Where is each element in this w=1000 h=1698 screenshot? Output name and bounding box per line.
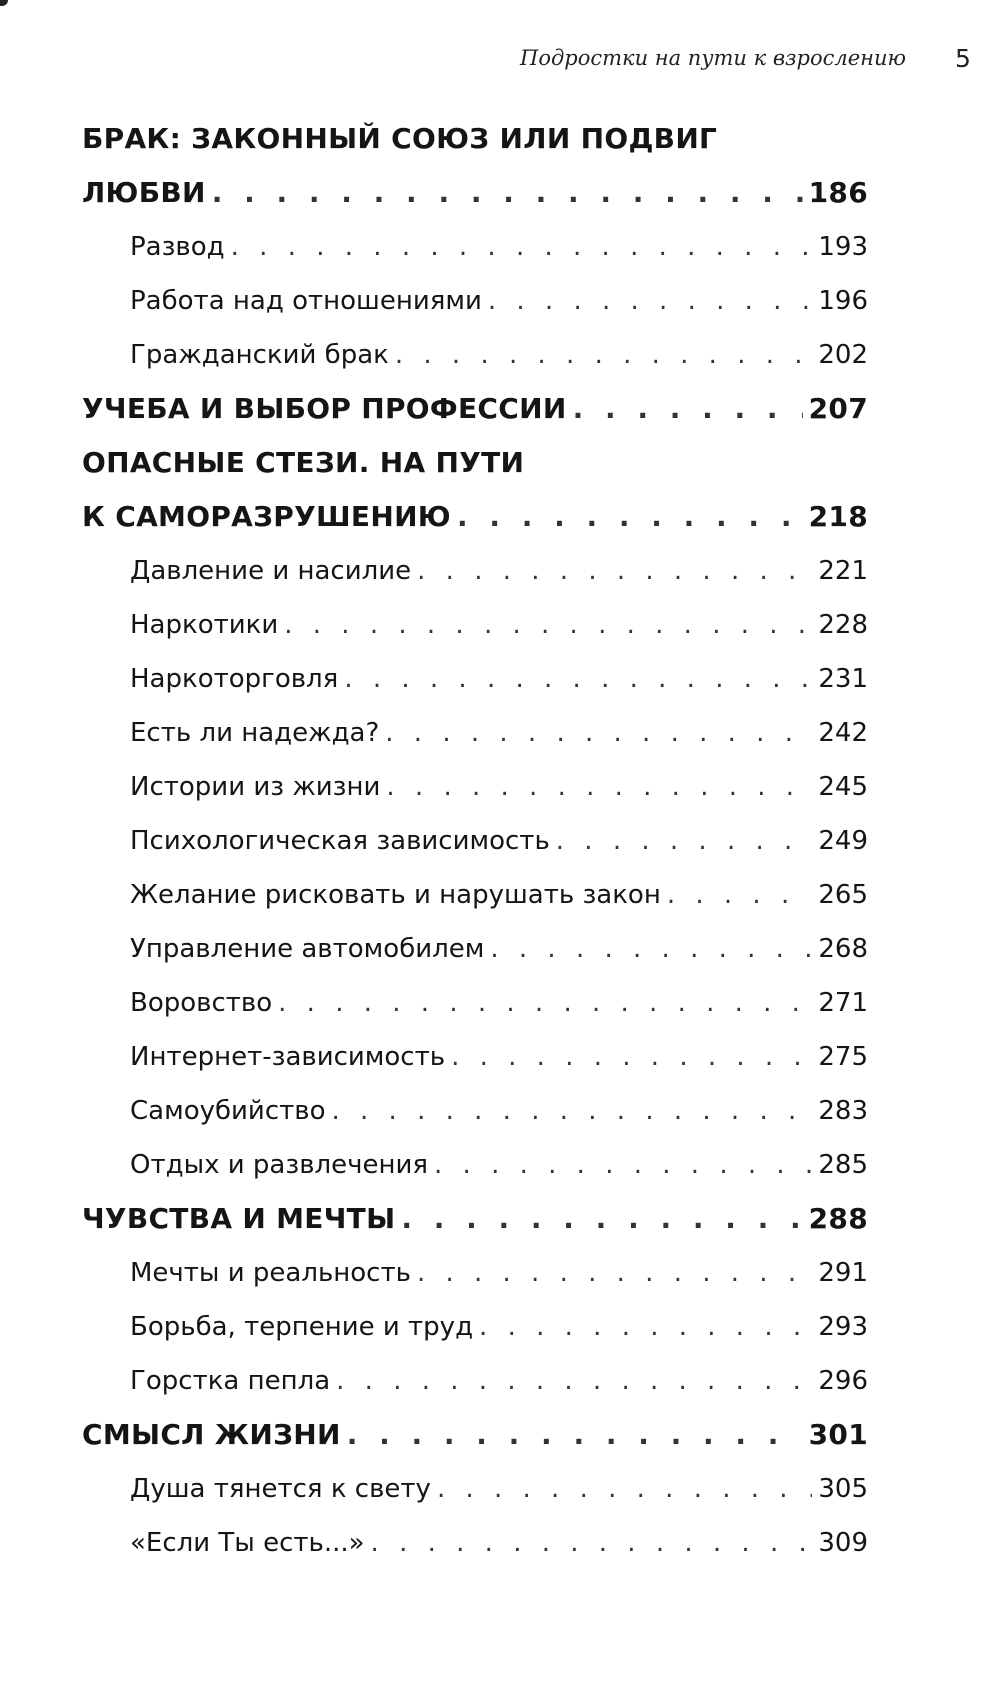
toc-chapter-entry [82, 112, 868, 166]
toc-subsection-entry [82, 1462, 868, 1516]
dot-leader [231, 220, 813, 274]
toc-entry-title: СМЫСЛ ЖИЗНИ [82, 1418, 341, 1451]
toc-subsection-entry [82, 598, 868, 652]
toc-entry-page-number: 245 [818, 772, 868, 802]
toc-entry-title: Развод [130, 232, 225, 262]
toc-entry-page-number: 249 [818, 826, 868, 856]
dot-leader [437, 1462, 812, 1516]
toc-entry-page-number: 231 [818, 664, 868, 694]
toc-entry-title: «Если Ты есть...» [130, 1528, 365, 1558]
toc-entry-title: Управление автомобилем [130, 934, 485, 964]
dot-leader [401, 1192, 802, 1246]
toc-subsection-entry [82, 544, 868, 598]
dot-leader [347, 1408, 803, 1462]
running-title: Подростки на пути к взрослению [520, 46, 906, 70]
toc-entry-page-number: 186 [808, 176, 868, 209]
dot-leader [395, 328, 813, 382]
toc-subsection-entry [82, 652, 868, 706]
toc-entry-title: Отдых и развлечения [130, 1150, 429, 1180]
dot-leader [434, 1138, 812, 1192]
toc-entry-title: Наркотики [130, 610, 279, 640]
toc-entry-title: Есть ли надежда? [130, 718, 380, 748]
dot-leader [417, 1246, 812, 1300]
toc-entry-page-number: 202 [818, 340, 868, 370]
page-number: 5 [955, 44, 971, 73]
dot-leader [284, 598, 812, 652]
dot-leader [451, 1030, 812, 1084]
toc-entry-page-number: 301 [808, 1418, 868, 1451]
toc-entry-title: Давление и насилие [130, 556, 412, 586]
toc-entry-page-number: 293 [818, 1312, 868, 1342]
toc-chapter-entry [82, 436, 868, 490]
dot-leader [336, 1354, 812, 1408]
toc-entry-title: Работа над отношениями [130, 286, 482, 316]
toc-subsection-entry [82, 1516, 868, 1570]
dot-leader [212, 166, 803, 220]
toc-chapter-entry [82, 1408, 868, 1462]
toc-entry-page-number: 285 [818, 1150, 868, 1180]
toc-entry-page-number: 242 [818, 718, 868, 748]
dot-leader [344, 652, 812, 706]
toc-entry-title: К САМОРАЗРУШЕНИЮ [82, 500, 451, 533]
toc-entry-title: Интернет-зависимость [130, 1042, 446, 1072]
toc-entry-title: Борьба, терпение и труд [130, 1312, 474, 1342]
toc-subsection-entry [82, 1084, 868, 1138]
dot-leader [479, 1300, 812, 1354]
dot-leader [371, 1516, 813, 1570]
table-of-contents [82, 112, 868, 1570]
dot-leader [386, 760, 812, 814]
toc-subsection-entry [82, 328, 868, 382]
dot-leader [573, 382, 803, 436]
toc-subsection-entry [82, 706, 868, 760]
toc-entry-title: Воровство [130, 988, 273, 1018]
toc-entry-title: ЛЮБВИ [82, 176, 206, 209]
toc-subsection-entry [82, 760, 868, 814]
toc-subsection-entry [82, 220, 868, 274]
toc-entry-page-number: 228 [818, 610, 868, 640]
toc-entry-title: Душа тянется к свету [130, 1474, 431, 1504]
toc-subsection-entry [82, 274, 868, 328]
toc-chapter-entry [82, 490, 868, 544]
dot-leader [490, 922, 812, 976]
toc-entry-page-number: 196 [818, 286, 868, 316]
toc-subsection-entry [82, 922, 868, 976]
toc-entry-page-number: 296 [818, 1366, 868, 1396]
toc-entry-title: ЧУВСТВА И МЕЧТЫ [82, 1202, 396, 1235]
toc-entry-title: УЧЕБА И ВЫБОР ПРОФЕССИИ [82, 392, 567, 425]
dot-leader [488, 274, 812, 328]
toc-entry-page-number: 305 [818, 1474, 868, 1504]
toc-entry-page-number: 207 [808, 392, 868, 425]
toc-entry-page-number: 275 [818, 1042, 868, 1072]
toc-subsection-entry [82, 976, 868, 1030]
toc-entry-title: ОПАСНЫЕ СТЕЗИ. НА ПУТИ [82, 446, 525, 479]
dot-leader [556, 814, 813, 868]
toc-entry-page-number: 288 [808, 1202, 868, 1235]
toc-chapter-entry [82, 382, 868, 436]
toc-entry-title: Истории из жизни [130, 772, 381, 802]
toc-entry-title: Желание рисковать и нарушать закон [130, 880, 661, 910]
toc-entry-title: Наркоторговля [130, 664, 339, 694]
dot-leader [332, 1084, 813, 1138]
toc-subsection-entry [82, 1354, 868, 1408]
toc-entry-title: Горстка пепла [130, 1366, 331, 1396]
toc-entry-page-number: 309 [818, 1528, 868, 1558]
toc-entry-page-number: 271 [818, 988, 868, 1018]
toc-entry-title: Психологическая зависимость [130, 826, 550, 856]
toc-subsection-entry [82, 1246, 868, 1300]
toc-chapter-entry [82, 166, 868, 220]
toc-entry-page-number: 265 [818, 880, 868, 910]
toc-subsection-entry [82, 868, 868, 922]
toc-entry-title: Гражданский брак [130, 340, 389, 370]
toc-subsection-entry [82, 1300, 868, 1354]
dot-leader [417, 544, 812, 598]
dot-leader [667, 868, 813, 922]
toc-entry-title: Самоубийство [130, 1096, 326, 1126]
toc-entry-page-number: 291 [818, 1258, 868, 1288]
toc-entry-page-number: 193 [818, 232, 868, 262]
toc-subsection-entry [82, 1030, 868, 1084]
scan-edge-mark [0, 0, 8, 6]
toc-chapter-entry [82, 1192, 868, 1246]
dot-leader [278, 976, 812, 1030]
dot-leader [457, 490, 803, 544]
toc-entry-title: Мечты и реальность [130, 1258, 411, 1288]
toc-entry-page-number: 283 [818, 1096, 868, 1126]
toc-subsection-entry [82, 814, 868, 868]
toc-subsection-entry [82, 1138, 868, 1192]
toc-entry-title: БРАК: ЗАКОННЫЙ СОЮЗ ИЛИ ПОДВИГ [82, 122, 718, 155]
dot-leader [385, 706, 812, 760]
toc-entry-page-number: 218 [808, 500, 868, 533]
toc-entry-page-number: 221 [818, 556, 868, 586]
toc-entry-page-number: 268 [818, 934, 868, 964]
